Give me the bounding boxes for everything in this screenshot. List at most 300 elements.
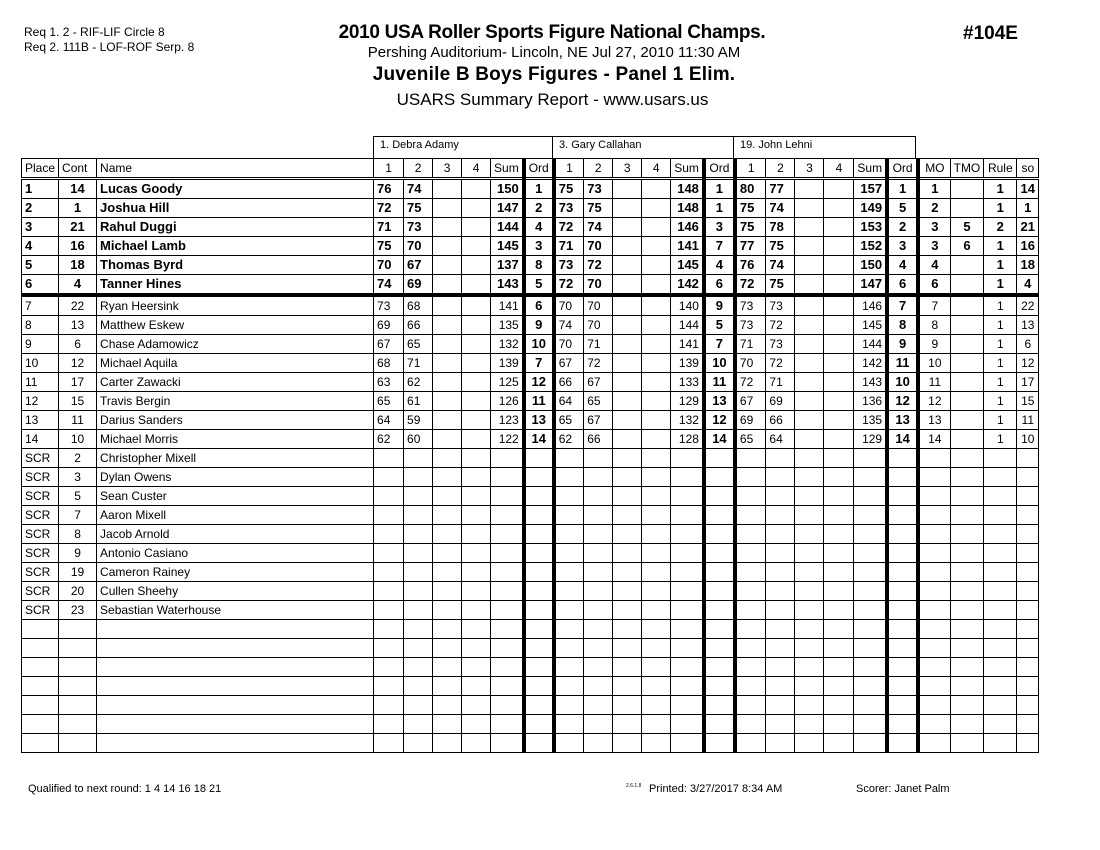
score-2-cell: 72 bbox=[766, 354, 795, 373]
ordinal-cell bbox=[524, 677, 554, 696]
score-1-cell: 73 bbox=[374, 295, 404, 316]
score-3-cell bbox=[795, 506, 824, 525]
score-2-cell: 74 bbox=[766, 256, 795, 275]
place-cell: SCR bbox=[22, 468, 59, 487]
sum-cell: 139 bbox=[491, 354, 524, 373]
score-1-cell bbox=[735, 582, 766, 601]
sum-cell: 150 bbox=[854, 256, 887, 275]
cont-cell: 19 bbox=[59, 563, 97, 582]
requirement-1: Req 1. 2 - RIF-LIF Circle 8 bbox=[24, 25, 165, 39]
so-cell bbox=[1017, 677, 1039, 696]
score-3-cell bbox=[795, 275, 824, 296]
score-2-cell: 62 bbox=[404, 373, 433, 392]
score-3-cell bbox=[795, 696, 824, 715]
score-4-cell bbox=[824, 639, 854, 658]
score-1-cell: 70 bbox=[554, 335, 584, 354]
cont-cell: 15 bbox=[59, 392, 97, 411]
place-cell: 3 bbox=[22, 218, 59, 237]
score-1-cell: 72 bbox=[554, 275, 584, 296]
mo-cell: 12 bbox=[918, 392, 950, 411]
sum-cell: 142 bbox=[854, 354, 887, 373]
score-4-cell bbox=[462, 506, 491, 525]
mo-cell: 4 bbox=[918, 256, 950, 275]
ordinal-cell bbox=[524, 449, 554, 468]
score-1-cell: 64 bbox=[554, 392, 584, 411]
sum-cell: 125 bbox=[491, 373, 524, 392]
score-2-cell: 75 bbox=[584, 199, 613, 218]
score-2-cell: 70 bbox=[584, 275, 613, 296]
score-4-cell bbox=[824, 487, 854, 506]
score-4-cell bbox=[824, 218, 854, 237]
score-2-cell: 67 bbox=[584, 373, 613, 392]
score-2-cell bbox=[404, 734, 433, 753]
score-1-cell: 75 bbox=[374, 237, 404, 256]
score-1-cell bbox=[735, 487, 766, 506]
tmo-cell bbox=[950, 487, 984, 506]
place-cell: 1 bbox=[22, 179, 59, 199]
cont-cell: 11 bbox=[59, 411, 97, 430]
sum-cell: 147 bbox=[491, 199, 524, 218]
sum-cell: 143 bbox=[491, 275, 524, 296]
score-4-cell bbox=[462, 696, 491, 715]
score-1-cell bbox=[374, 449, 404, 468]
score-1-cell: 69 bbox=[735, 411, 766, 430]
sum-cell bbox=[671, 715, 704, 734]
mo-cell bbox=[918, 506, 950, 525]
ordinal-cell: 14 bbox=[524, 430, 554, 449]
place-cell: 4 bbox=[22, 237, 59, 256]
score-4-cell bbox=[824, 237, 854, 256]
ordinal-cell: 10 bbox=[887, 373, 918, 392]
score-1-cell: 65 bbox=[554, 411, 584, 430]
score-2-cell bbox=[584, 696, 613, 715]
score-4-cell bbox=[462, 525, 491, 544]
place-cell: 14 bbox=[22, 430, 59, 449]
score-1-cell bbox=[374, 639, 404, 658]
score-1-cell: 76 bbox=[374, 179, 404, 199]
so-cell: 21 bbox=[1017, 218, 1039, 237]
score-1-cell bbox=[554, 715, 584, 734]
report-title: 2010 USA Roller Sports Figure National Champs. bbox=[338, 22, 766, 43]
score-1-cell bbox=[374, 715, 404, 734]
ordinal-cell bbox=[887, 563, 918, 582]
score-3-cell bbox=[433, 392, 462, 411]
ordinal-cell: 4 bbox=[887, 256, 918, 275]
ordinal-cell: 9 bbox=[887, 335, 918, 354]
sum-cell bbox=[854, 544, 887, 563]
mo-cell bbox=[918, 677, 950, 696]
cont-cell: 21 bbox=[59, 218, 97, 237]
name-cell: Michael Morris bbox=[97, 430, 374, 449]
score-3-cell bbox=[795, 430, 824, 449]
sum-cell bbox=[671, 563, 704, 582]
so-cell bbox=[1017, 582, 1039, 601]
score-2-cell bbox=[584, 563, 613, 582]
score-2-cell bbox=[766, 544, 795, 563]
tmo-cell bbox=[950, 506, 984, 525]
score-1-cell bbox=[735, 468, 766, 487]
so-cell: 10 bbox=[1017, 430, 1039, 449]
rule-cell bbox=[984, 696, 1017, 715]
score-2-cell bbox=[404, 639, 433, 658]
place-cell: SCR bbox=[22, 506, 59, 525]
score-2-cell bbox=[766, 563, 795, 582]
cont-cell: 3 bbox=[59, 468, 97, 487]
score-1-cell bbox=[735, 506, 766, 525]
sum-cell bbox=[854, 677, 887, 696]
rule-cell: 2 bbox=[984, 218, 1017, 237]
table-row bbox=[22, 237, 1039, 256]
col-j3-s4: 4 bbox=[824, 159, 854, 179]
score-2-cell: 65 bbox=[404, 335, 433, 354]
so-cell: 12 bbox=[1017, 354, 1039, 373]
score-2-cell bbox=[584, 506, 613, 525]
mo-cell bbox=[918, 696, 950, 715]
score-3-cell bbox=[433, 639, 462, 658]
col-tmo: TMO bbox=[950, 159, 984, 179]
name-cell: Michael Lamb bbox=[97, 237, 374, 256]
ordinal-cell bbox=[887, 487, 918, 506]
so-cell bbox=[1017, 658, 1039, 677]
rule-cell: 1 bbox=[984, 256, 1017, 275]
cont-cell bbox=[59, 639, 97, 658]
score-4-cell bbox=[642, 468, 671, 487]
score-4-cell bbox=[462, 658, 491, 677]
name-cell: Ryan Heersink bbox=[97, 295, 374, 316]
sum-cell bbox=[491, 468, 524, 487]
score-4-cell bbox=[642, 256, 671, 275]
ordinal-cell: 9 bbox=[704, 295, 735, 316]
ordinal-cell bbox=[704, 620, 735, 639]
score-4-cell bbox=[462, 411, 491, 430]
score-4-cell bbox=[462, 468, 491, 487]
score-1-cell bbox=[374, 601, 404, 620]
score-2-cell bbox=[584, 544, 613, 563]
sum-cell bbox=[671, 506, 704, 525]
score-3-cell bbox=[613, 620, 642, 639]
sum-cell: 136 bbox=[854, 392, 887, 411]
score-2-cell: 74 bbox=[404, 179, 433, 199]
ordinal-cell bbox=[704, 449, 735, 468]
score-1-cell: 64 bbox=[374, 411, 404, 430]
col-j2-s1: 1 bbox=[554, 159, 584, 179]
rule-cell bbox=[984, 487, 1017, 506]
score-2-cell bbox=[584, 734, 613, 753]
score-4-cell bbox=[462, 354, 491, 373]
ordinal-cell bbox=[704, 582, 735, 601]
score-1-cell: 72 bbox=[735, 373, 766, 392]
name-cell bbox=[97, 715, 374, 734]
cont-cell: 23 bbox=[59, 601, 97, 620]
tmo-cell bbox=[950, 620, 984, 639]
ordinal-cell: 9 bbox=[524, 316, 554, 335]
ordinal-cell bbox=[704, 639, 735, 658]
tmo-cell bbox=[950, 179, 984, 199]
mo-cell: 1 bbox=[918, 179, 950, 199]
score-3-cell bbox=[433, 468, 462, 487]
score-1-cell bbox=[374, 620, 404, 639]
cont-cell: 14 bbox=[59, 179, 97, 199]
ordinal-cell: 1 bbox=[704, 199, 735, 218]
score-4-cell bbox=[642, 487, 671, 506]
score-2-cell bbox=[404, 525, 433, 544]
sum-cell bbox=[854, 620, 887, 639]
cont-cell: 6 bbox=[59, 335, 97, 354]
score-2-cell: 71 bbox=[584, 335, 613, 354]
score-4-cell bbox=[824, 734, 854, 753]
score-4-cell bbox=[824, 582, 854, 601]
score-3-cell bbox=[433, 715, 462, 734]
rule-cell: 1 bbox=[984, 354, 1017, 373]
sum-cell bbox=[671, 544, 704, 563]
tmo-cell: 5 bbox=[950, 218, 984, 237]
place-cell: 13 bbox=[22, 411, 59, 430]
so-cell bbox=[1017, 563, 1039, 582]
judge-header-2: 3. Gary Callahan bbox=[552, 136, 734, 158]
tmo-cell bbox=[950, 335, 984, 354]
ordinal-cell: 10 bbox=[524, 335, 554, 354]
sum-cell bbox=[671, 525, 704, 544]
score-2-cell bbox=[584, 620, 613, 639]
score-3-cell bbox=[795, 734, 824, 753]
sum-cell bbox=[854, 639, 887, 658]
ordinal-cell: 1 bbox=[704, 179, 735, 199]
score-1-cell bbox=[735, 563, 766, 582]
score-1-cell: 67 bbox=[374, 335, 404, 354]
table-row bbox=[22, 373, 1039, 392]
rule-cell: 1 bbox=[984, 199, 1017, 218]
tmo-cell bbox=[950, 677, 984, 696]
score-2-cell bbox=[404, 544, 433, 563]
sum-cell bbox=[671, 677, 704, 696]
mo-cell bbox=[918, 449, 950, 468]
score-1-cell: 67 bbox=[735, 392, 766, 411]
score-3-cell bbox=[795, 487, 824, 506]
score-2-cell bbox=[584, 715, 613, 734]
score-3-cell bbox=[433, 275, 462, 296]
score-1-cell bbox=[554, 487, 584, 506]
so-cell bbox=[1017, 468, 1039, 487]
score-3-cell bbox=[795, 468, 824, 487]
mo-cell bbox=[918, 468, 950, 487]
score-3-cell bbox=[795, 256, 824, 275]
rule-cell: 1 bbox=[984, 275, 1017, 296]
cont-cell bbox=[59, 715, 97, 734]
ordinal-cell bbox=[524, 487, 554, 506]
score-1-cell: 70 bbox=[554, 295, 584, 316]
name-cell: Jacob Arnold bbox=[97, 525, 374, 544]
sum-cell bbox=[491, 677, 524, 696]
name-cell: Travis Bergin bbox=[97, 392, 374, 411]
score-1-cell: 62 bbox=[374, 430, 404, 449]
rule-cell: 1 bbox=[984, 335, 1017, 354]
place-cell bbox=[22, 696, 59, 715]
score-2-cell bbox=[404, 658, 433, 677]
printed-timestamp: Printed: 3/27/2017 8:34 AM bbox=[649, 783, 783, 795]
score-4-cell bbox=[824, 468, 854, 487]
mo-cell bbox=[918, 582, 950, 601]
event-number: #104E bbox=[963, 23, 1018, 44]
results-table bbox=[21, 158, 1039, 753]
score-1-cell: 72 bbox=[374, 199, 404, 218]
sum-cell bbox=[491, 544, 524, 563]
cont-cell: 1 bbox=[59, 199, 97, 218]
score-2-cell bbox=[584, 449, 613, 468]
table-row bbox=[22, 468, 1039, 487]
score-4-cell bbox=[462, 563, 491, 582]
col-j1-s1: 1 bbox=[374, 159, 404, 179]
sum-cell bbox=[854, 506, 887, 525]
ordinal-cell: 12 bbox=[887, 392, 918, 411]
score-4-cell bbox=[462, 237, 491, 256]
score-2-cell: 69 bbox=[766, 392, 795, 411]
table-row bbox=[22, 582, 1039, 601]
score-4-cell bbox=[642, 295, 671, 316]
score-1-cell: 77 bbox=[735, 237, 766, 256]
col-j3-ord: Ord bbox=[887, 159, 918, 179]
mo-cell: 13 bbox=[918, 411, 950, 430]
table-row bbox=[22, 411, 1039, 430]
score-1-cell: 75 bbox=[554, 179, 584, 199]
sum-cell bbox=[491, 601, 524, 620]
sum-cell bbox=[491, 639, 524, 658]
ordinal-cell bbox=[887, 734, 918, 753]
score-2-cell: 72 bbox=[766, 316, 795, 335]
so-cell: 13 bbox=[1017, 316, 1039, 335]
score-3-cell bbox=[795, 373, 824, 392]
sum-cell: 141 bbox=[671, 335, 704, 354]
col-j2-s2: 2 bbox=[584, 159, 613, 179]
sum-cell: 153 bbox=[854, 218, 887, 237]
score-1-cell bbox=[374, 696, 404, 715]
rule-cell: 1 bbox=[984, 316, 1017, 335]
score-3-cell bbox=[433, 563, 462, 582]
score-4-cell bbox=[462, 430, 491, 449]
ordinal-cell bbox=[704, 487, 735, 506]
score-4-cell bbox=[824, 392, 854, 411]
ordinal-cell: 3 bbox=[524, 237, 554, 256]
tmo-cell: 6 bbox=[950, 237, 984, 256]
sum-cell: 150 bbox=[491, 179, 524, 199]
sum-cell bbox=[854, 525, 887, 544]
score-2-cell: 73 bbox=[766, 295, 795, 316]
ordinal-cell bbox=[524, 715, 554, 734]
sum-cell: 152 bbox=[854, 237, 887, 256]
score-4-cell bbox=[462, 734, 491, 753]
score-4-cell bbox=[642, 734, 671, 753]
score-3-cell bbox=[795, 563, 824, 582]
ordinal-cell: 4 bbox=[524, 218, 554, 237]
rule-cell bbox=[984, 563, 1017, 582]
sum-cell bbox=[671, 487, 704, 506]
rule-cell: 1 bbox=[984, 295, 1017, 316]
so-cell: 17 bbox=[1017, 373, 1039, 392]
score-4-cell bbox=[824, 563, 854, 582]
score-3-cell bbox=[795, 544, 824, 563]
sum-cell: 133 bbox=[671, 373, 704, 392]
name-cell: Joshua Hill bbox=[97, 199, 374, 218]
so-cell: 6 bbox=[1017, 335, 1039, 354]
so-cell: 14 bbox=[1017, 179, 1039, 199]
table-row bbox=[22, 354, 1039, 373]
score-2-cell: 60 bbox=[404, 430, 433, 449]
sum-cell: 141 bbox=[671, 237, 704, 256]
score-4-cell bbox=[462, 335, 491, 354]
score-1-cell bbox=[374, 544, 404, 563]
score-3-cell bbox=[613, 392, 642, 411]
place-cell: 11 bbox=[22, 373, 59, 392]
score-1-cell bbox=[554, 544, 584, 563]
ordinal-cell: 14 bbox=[887, 430, 918, 449]
score-4-cell bbox=[462, 715, 491, 734]
sum-cell: 149 bbox=[854, 199, 887, 218]
score-1-cell bbox=[735, 544, 766, 563]
table-row bbox=[22, 696, 1039, 715]
place-cell: SCR bbox=[22, 525, 59, 544]
name-cell bbox=[97, 639, 374, 658]
score-1-cell bbox=[554, 677, 584, 696]
mo-cell: 3 bbox=[918, 218, 950, 237]
ordinal-cell bbox=[524, 506, 554, 525]
score-4-cell bbox=[824, 620, 854, 639]
score-2-cell bbox=[404, 715, 433, 734]
sum-cell bbox=[854, 468, 887, 487]
score-2-cell bbox=[404, 601, 433, 620]
score-4-cell bbox=[824, 335, 854, 354]
tmo-cell bbox=[950, 354, 984, 373]
place-cell: SCR bbox=[22, 601, 59, 620]
score-1-cell: 69 bbox=[374, 316, 404, 335]
score-1-cell: 80 bbox=[735, 179, 766, 199]
ordinal-cell bbox=[524, 639, 554, 658]
score-1-cell bbox=[554, 449, 584, 468]
score-1-cell: 71 bbox=[554, 237, 584, 256]
ordinal-cell bbox=[704, 677, 735, 696]
so-cell bbox=[1017, 620, 1039, 639]
ordinal-cell: 12 bbox=[524, 373, 554, 392]
name-cell: Chase Adamowicz bbox=[97, 335, 374, 354]
table-row bbox=[22, 601, 1039, 620]
score-3-cell bbox=[433, 696, 462, 715]
rule-cell bbox=[984, 468, 1017, 487]
name-cell: Tanner Hines bbox=[97, 275, 374, 296]
score-1-cell: 70 bbox=[735, 354, 766, 373]
sum-cell bbox=[491, 449, 524, 468]
ordinal-cell bbox=[704, 658, 735, 677]
score-4-cell bbox=[462, 256, 491, 275]
sum-cell bbox=[671, 734, 704, 753]
table-row bbox=[22, 218, 1039, 237]
score-1-cell bbox=[554, 525, 584, 544]
sum-cell: 148 bbox=[671, 179, 704, 199]
so-cell bbox=[1017, 525, 1039, 544]
name-cell bbox=[97, 658, 374, 677]
judge-header-1: 1. Debra Adamy bbox=[373, 136, 553, 158]
ordinal-cell bbox=[704, 468, 735, 487]
name-cell bbox=[97, 677, 374, 696]
score-4-cell bbox=[824, 373, 854, 392]
ordinal-cell bbox=[887, 620, 918, 639]
ordinal-cell: 2 bbox=[887, 218, 918, 237]
rule-cell bbox=[984, 734, 1017, 753]
score-1-cell bbox=[735, 639, 766, 658]
ordinal-cell: 6 bbox=[524, 295, 554, 316]
score-3-cell bbox=[795, 411, 824, 430]
score-3-cell bbox=[433, 525, 462, 544]
score-1-cell: 66 bbox=[554, 373, 584, 392]
score-4-cell bbox=[642, 658, 671, 677]
score-1-cell bbox=[374, 658, 404, 677]
